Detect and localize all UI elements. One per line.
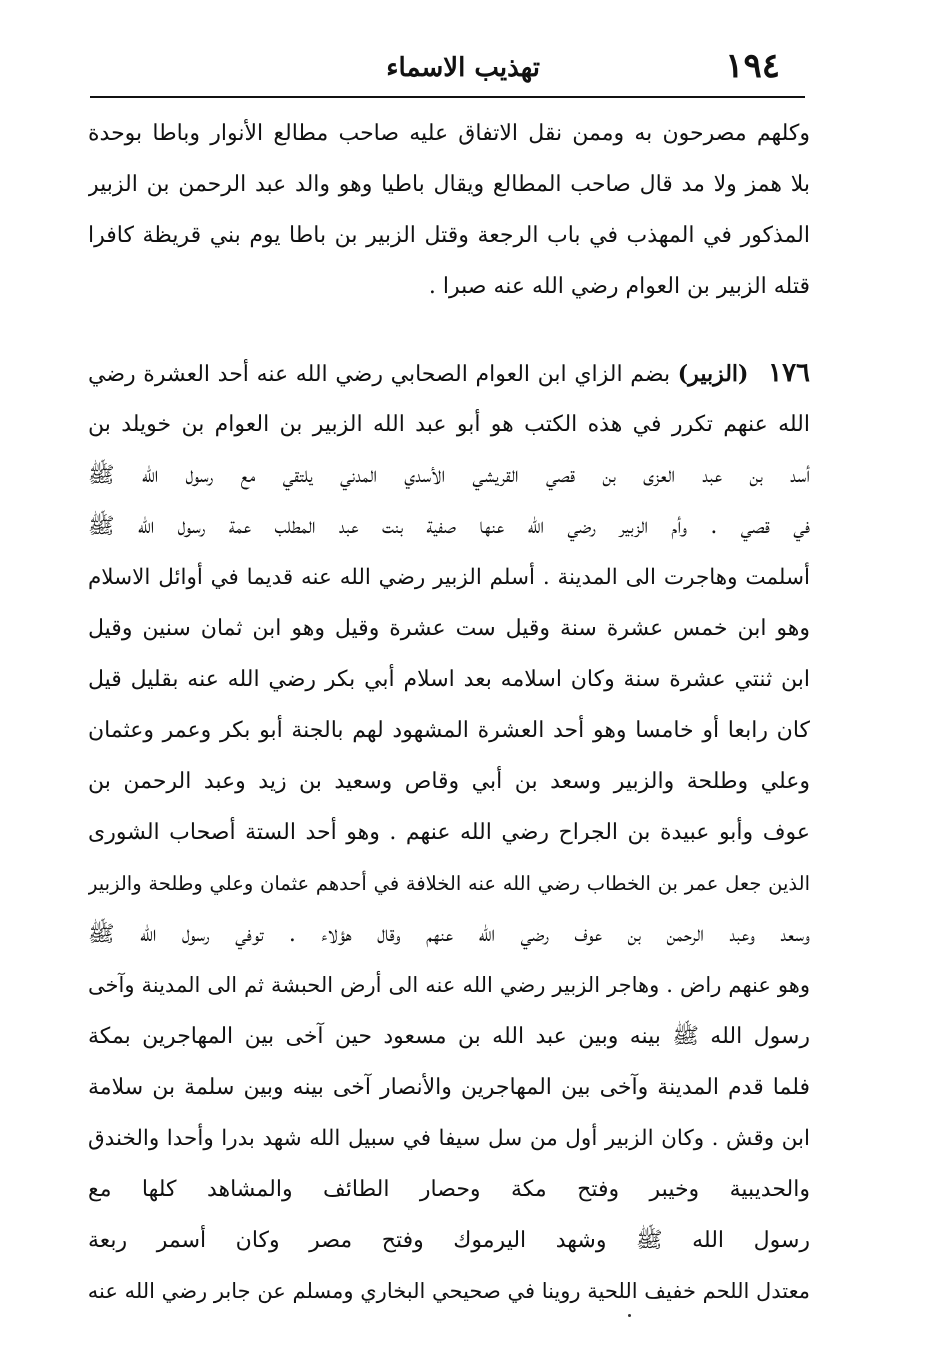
text-line: وهو ابن خمس عشرة سنة وقيل ست عشرة وقيل وهو ابن ثمان سنين وقيل: [88, 616, 810, 641]
paragraph-2: [88, 348, 810, 1317]
text-line: الله عنهم تكرر في هذه الكتب هو أبو عبد الله الزبير بن العوام بن خويلد بن: [88, 412, 810, 437]
text-line: ابن ثنتي عشرة سنة وكان اسلامه بعد اسلام أبي بكر رضي الله عنه بقليل قيل: [88, 667, 810, 692]
text-line: والحديبية وخيبر وفتح مكة وحصار الطائف والمشاهد كلها مع: [88, 1177, 810, 1202]
text-line: قتله الزبير بن العوام رضي الله عنه صبرا .: [428, 274, 810, 299]
text-line: المذكور في المهذب في باب الرجعة وقتل الزبير بن باطا يوم بني قريظة كافرا: [88, 223, 810, 248]
stray-dot-mark: [628, 1314, 631, 1317]
header-rule: [90, 96, 805, 98]
paragraph-1: [88, 108, 810, 312]
page-number: ١٩٤: [725, 46, 780, 86]
text-line: أسلمت وهاجرت الى المدينة . أسلم الزبير رضي الله عنه قديما في أوائل الاسلام: [88, 565, 810, 590]
text-line: معتدل اللحم خفيف اللحية روينا في صحيحي البخاري ومسلم عن جابر رضي الله عنه: [88, 1279, 810, 1303]
text-line: فلما قدم المدينة وآخى بين المهاجرين والأنصار آخى بينه وبين سلمة بن سلامة: [88, 1075, 810, 1100]
text-line: وسعد وعبد الرحمن بن عوف رضي الله عنهم وقال هؤلاء . توفي رسول الله ﷺ: [88, 922, 810, 947]
entry-first-line: [88, 348, 810, 399]
text-line: وهو عنهم راض . وهاجر الزبير رضي الله عنه الى أرض الحبشة ثم الى المدينة وآخى: [88, 973, 810, 997]
text-line: كان رابعا أو خامسا وهو أحد العشرة المشهود لهم بالجنة أبو بكر وعمر وعثمان: [88, 718, 810, 743]
text-line: أسد بن عبد العزى بن قصي القريشي الأسدي المدني يلتقي مع رسول الله ﷺ: [88, 463, 810, 488]
page-header: [90, 40, 790, 96]
entry-number: ١٧٦: [768, 358, 810, 388]
text-line: بلا همز ولا مد قال صاحب المطالع ويقال باطيا وهو والد عبد الرحمن بن الزبير: [88, 172, 810, 197]
text-line: الذين جعل عمر بن الخطاب رضي الله عنه الخلافة في أحدهم عثمان وعلي وطلحة والزبير: [88, 872, 810, 895]
text-line: رسول الله ﷺ بينه وبين عبد الله بن مسعود حين آخى بين المهاجرين بمكة: [88, 1024, 810, 1049]
text-line: وكلهم مصرحون به وممن نقل الاتفاق عليه صاحب مطالع الأنوار وباطا بوحدة: [88, 121, 810, 146]
entry-head: (الزبير): [677, 361, 749, 387]
body-text: [88, 108, 810, 1317]
text-line: ابن وقش . وكان الزبير أول من سل سيفا في سبيل الله شهد بدرا وأحدا والخندق: [88, 1126, 810, 1151]
text-line: وعلي وطلحة والزبير وسعد بن أبي وقاص وسعيد بن زيد وعبد الرحمن بن: [88, 769, 810, 794]
text-line: في قصي . وأم الزبير رضي الله عنها صفية بنت عبد المطلب عمة رسول الله ﷺ: [88, 514, 810, 539]
text-line: عوف وأبو عبيدة بن الجراح رضي الله عنهم . وهو أحد الستة أصحاب الشورى: [88, 820, 810, 845]
entry-first-line-text: بضم الزاي ابن العوام الصحابي رضي الله عنه أحد العشرة رضي: [88, 362, 671, 387]
paragraph-gap: [88, 312, 810, 348]
text-line: رسول الله ﷺ وشهد اليرموك وفتح مصر وكان أسمر ربعة: [88, 1228, 810, 1253]
running-title: تهذيب الاسماء: [386, 53, 540, 83]
